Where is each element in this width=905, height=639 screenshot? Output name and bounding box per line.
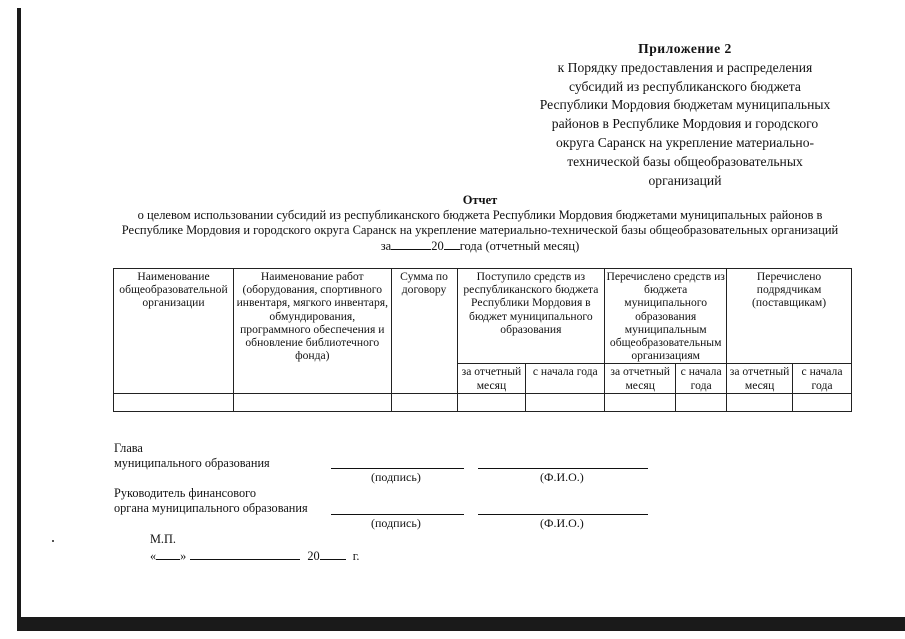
report-title: Отчет — [462, 193, 498, 207]
subheader-ytd: с начала года — [526, 364, 605, 393]
stamp-label: М.П. — [150, 532, 176, 546]
appendix-title: Приложение 2 — [638, 41, 732, 56]
head-name-line — [478, 468, 648, 469]
table-cell — [727, 393, 793, 411]
header-sum: Сумма по договору — [391, 269, 457, 394]
report-period — [110, 238, 850, 254]
subheader-month: за отчетный месяц — [727, 364, 793, 393]
scan-margin — [0, 0, 14, 639]
date-day-blank — [156, 548, 180, 560]
appendix-line: Республики Мордовия бюджетам муниципальных — [539, 97, 831, 113]
date-close-quote: » — [180, 549, 187, 563]
table-cell — [391, 393, 457, 411]
finance-label-line: Руководитель финансового — [114, 486, 257, 500]
finance-name-hint: (Ф.И.О.) — [540, 516, 584, 530]
appendix-line: к Порядку предоставления и распределения — [557, 59, 813, 75]
table-cell — [114, 393, 234, 411]
table-header-row — [114, 269, 852, 364]
header-received: Поступило средств из республиканского бюджета Республики Мордовия в бюджет муниципального образования — [457, 269, 605, 364]
appendix-line: округа Саранск на укрепление материально- — [555, 134, 815, 150]
scan-left-edge — [17, 8, 21, 623]
head-label-line: муниципального образования — [114, 456, 270, 470]
head-label-line: Глава — [114, 441, 143, 455]
header-transferred: Перечислено средств из бюджета муниципального образования муниципальным общеобразовательным организациям — [606, 270, 725, 363]
subheader-ytd: с начала года — [793, 364, 852, 393]
head-signature-line — [331, 468, 464, 469]
header-works: Наименование работ (оборудования, спортивного инвентаря, мягкого инвентаря, обмундирования, программного обеспечения и обновление библиотечного фонда) — [233, 269, 391, 394]
subheader-month: за отчетный месяц — [605, 364, 676, 393]
appendix-line: технической базы общеобразовательных — [567, 153, 803, 169]
header-paid: Перечислено подрядчикам (поставщикам) — [727, 269, 852, 364]
period-suffix: года (отчетный месяц) — [459, 239, 580, 253]
period-month-blank — [391, 238, 431, 250]
date-suffix: г. — [352, 549, 360, 563]
period-year: 20 — [431, 239, 444, 253]
finance-signature-line — [331, 514, 464, 515]
table-cell — [526, 393, 605, 411]
date-month-blank — [190, 548, 300, 560]
table-row — [114, 393, 852, 411]
report-title-block — [110, 193, 850, 254]
appendix-line: районов в Республике Мордовия и городского — [551, 116, 819, 132]
finance-label — [114, 486, 308, 516]
report-subtitle-line: о целевом использовании субсидий из республиканского бюджета Республики Мордовия бюджетами муниципальных районов в — [137, 208, 823, 222]
subheader-month: за отчетный месяц — [457, 364, 526, 393]
date-open-quote: « — [150, 549, 157, 563]
period-prefix: за — [380, 239, 392, 253]
header-org: Наименование общеобразовательной организации — [114, 269, 234, 394]
head-signature-hint: (подпись) — [371, 470, 421, 484]
appendix-line: организаций — [648, 172, 722, 188]
report-subtitle-line: Республике Мордовия и городского округа Саранск на укрепление материально-технической базы общеобразовательных организаций — [121, 223, 839, 237]
appendix-block — [520, 40, 850, 190]
table-cell — [605, 393, 676, 411]
date-year-blank — [320, 548, 346, 560]
scan-bottom-edge — [17, 617, 905, 631]
period-year-blank — [444, 238, 460, 250]
head-label — [114, 441, 270, 471]
date-line — [150, 548, 360, 564]
table-cell — [233, 393, 391, 411]
table-cell — [457, 393, 526, 411]
head-name-hint: (Ф.И.О.) — [540, 470, 584, 484]
finance-name-line — [478, 514, 648, 515]
scan-speck — [52, 540, 54, 542]
finance-signature-hint: (подпись) — [371, 516, 421, 530]
table-cell — [676, 393, 727, 411]
table-cell — [793, 393, 852, 411]
report-table — [113, 268, 852, 412]
appendix-line: субсидий из республиканского бюджета — [569, 78, 801, 94]
subheader-ytd: с начала года — [676, 364, 727, 393]
finance-label-line: органа муниципального образования — [114, 501, 308, 515]
date-year: 20 — [307, 549, 320, 563]
